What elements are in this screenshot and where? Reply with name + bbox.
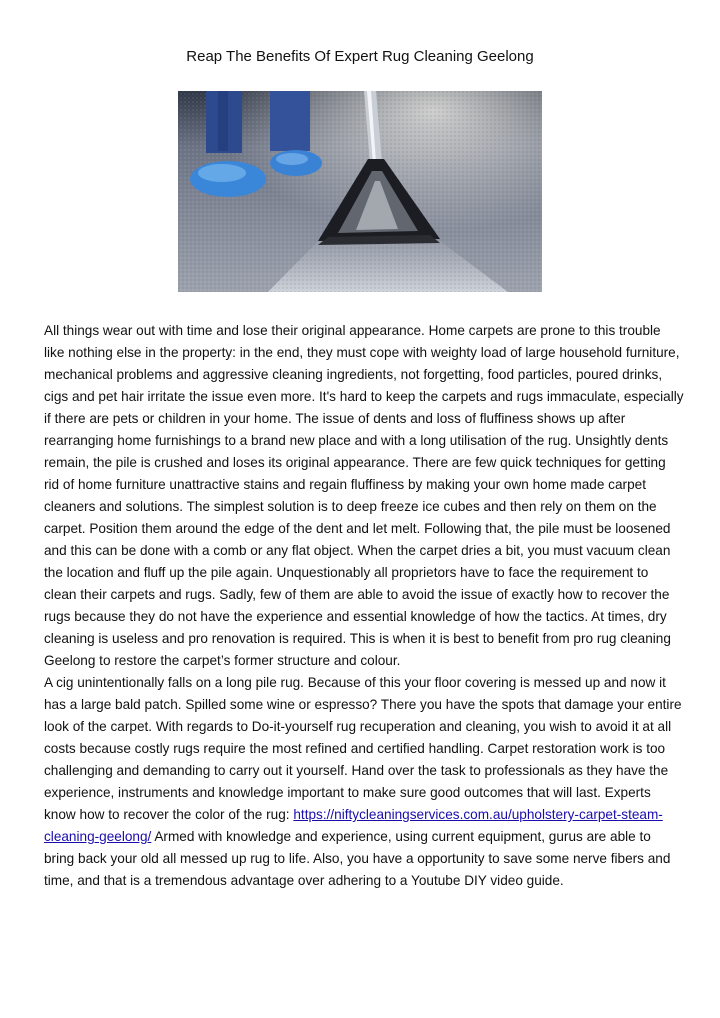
article-body <box>44 320 684 892</box>
service-link[interactable]: https://niftycleaningservices.com.au/upholstery-carpet-steam-cleaning-geelong/ <box>44 807 663 844</box>
paragraph-2 <box>44 672 684 892</box>
document-title: Reap The Benefits Of Expert Rug Cleaning Geelong <box>186 48 534 65</box>
paragraph-2-text: A cig unintentionally falls on a long pile rug. Because of this your floor covering is messed up and now it has a large bald patch. Spilled some wine or espresso? There you have the spots that damage your entire look of the carpet. With regards to Do-it-yourself rug recuperation and cleaning, you wish to avoid it at all costs because costly rugs require the most refined and certified handling. Carpet restoration work is too challenging and demanding to carry out it yourself. Hand over the task to professionals as they have the experience, instruments and knowledge important to make sure good outcomes that will last. Experts know how to recover the color of the rug: <box>44 675 682 822</box>
carpet-cleaning-photo <box>178 91 542 292</box>
paragraph-1: All things wear out with time and lose their original appearance. Home carpets are prone to this trouble like nothing else in the property: in the end, they must cope with weighty load of large household furniture, mechanical problems and aggressive cleaning ingredients, not forgetting, food particles, poured drinks, cigs and pet hair irritate the issue even more. It's hard to keep the carpets and rugs immaculate, especially if there are pets or children in your home. The issue of dents and loss of fluffiness shows up after rearranging home furnishings to a brand new place and with a long utilisation of the rug. Unsightly dents remain, the pile is crushed and loses its original appearance. There are few quick techniques for getting rid of home furniture unattractive stains and regain fluffiness by making your own home made carpet cleaners and solutions. The simplest solution is to deep freeze ice cubes and then rely on them on the carpet. Position them around the edge of the dent and let melt. Following that, the pile must be loosened and this can be done with a comb or any flat object. When the carpet dries a bit, you must vacuum clean the location and fluff up the pile again. Unquestionably all proprietors have to face the requirement to clean their carpets and rugs. Sadly, few of them are able to avoid the issue of exactly how to recover the rugs because they do not have the experience and essential knowledge of how the tactics. At times, dry cleaning is useless and pro renovation is required. This is when it is best to benefit from pro rug cleaning Geelong to restore the carpet’s former structure and colour. <box>44 323 684 668</box>
paragraph-2-tail: Armed with knowledge and experience, using current equipment, gurus are able to bring back your old all messed up rug to life. Also, you have a opportunity to save some nerve fibers and time, and that is a tremendous advantage over adhering to a Youtube DIY video guide. <box>44 829 671 888</box>
